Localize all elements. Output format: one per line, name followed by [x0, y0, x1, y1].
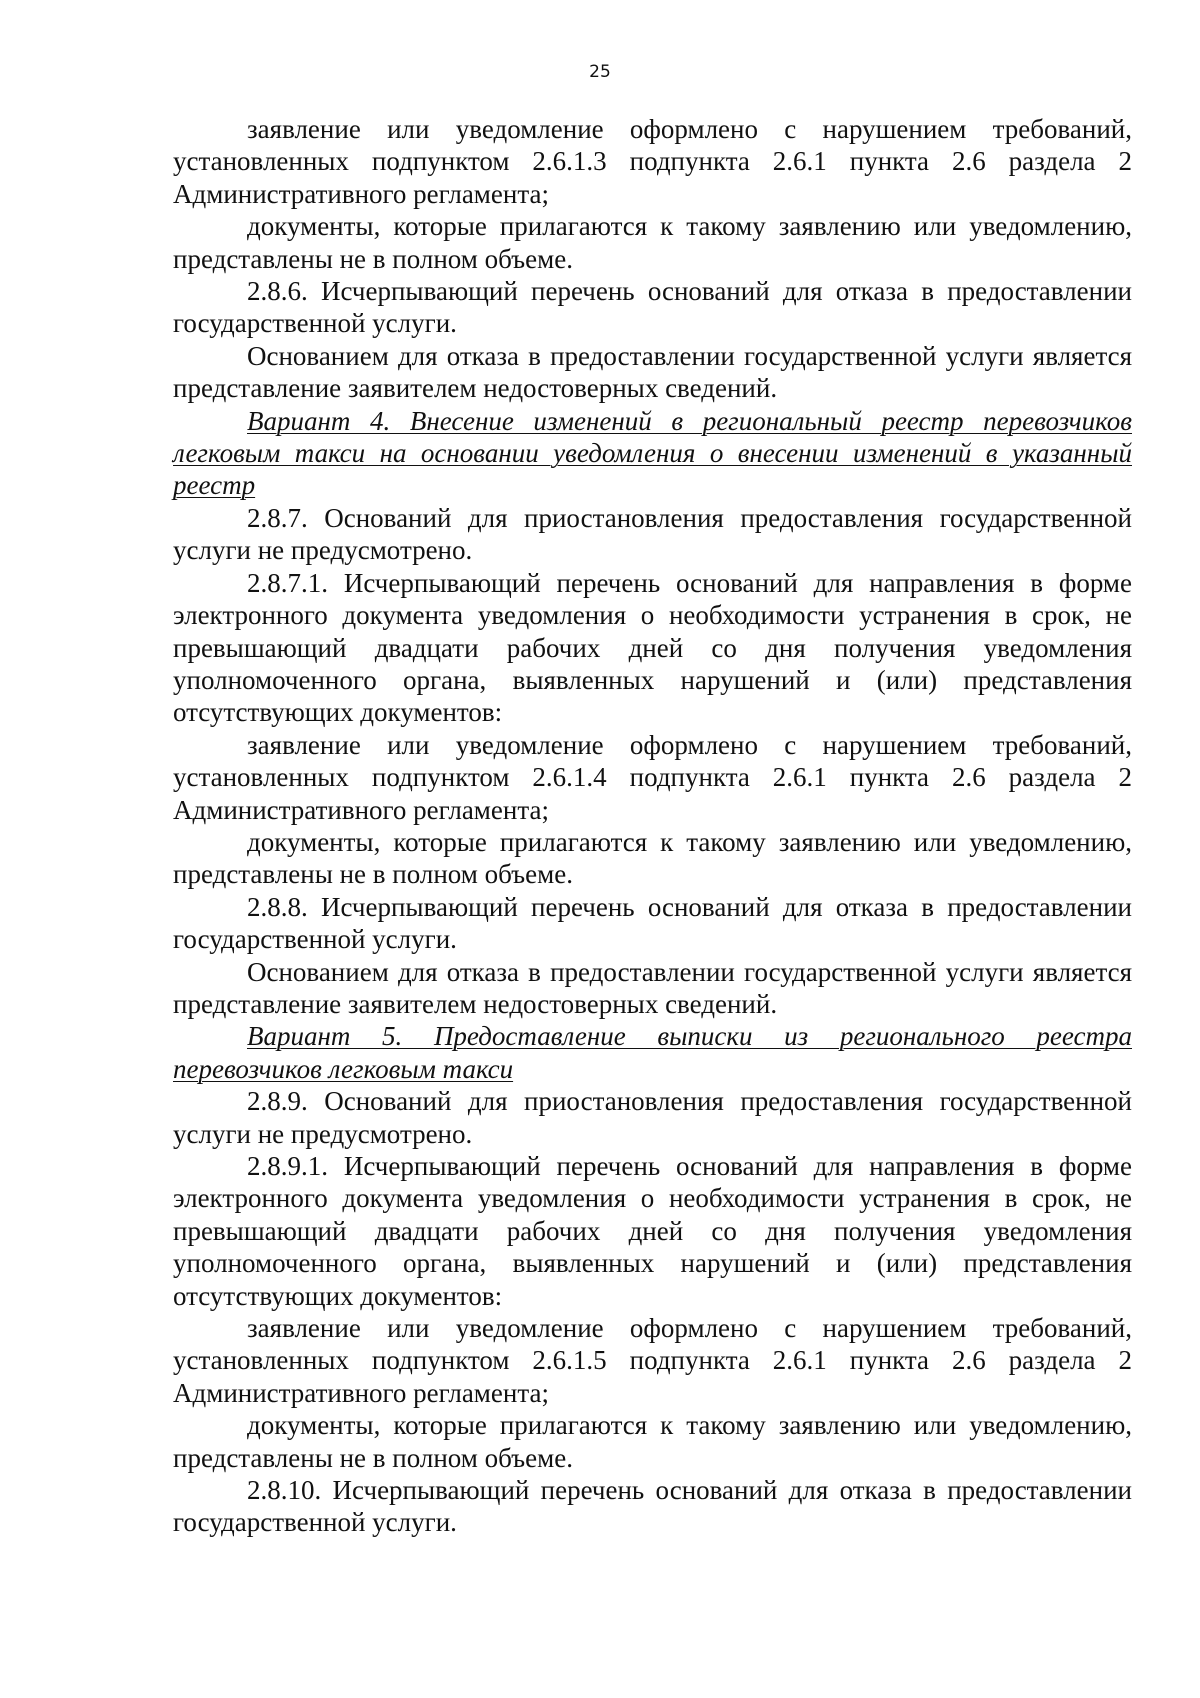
- paragraph-2-8-7-1: 2.8.7.1. Исчерпывающий перечень оснований для направления в форме электронного документа уведомления о необходимости устранения в срок, не превышающий двадцати рабочих дней со дня получения уведомления уполномоченного органа, выявленных нарушений и (или) представления отсутствующих документов:: [173, 567, 1132, 728]
- document-body: [173, 113, 1132, 1539]
- paragraph-2-8-9-1: 2.8.9.1. Исчерпывающий перечень оснований для направления в форме электронного документа уведомления о необходимости устранения в срок, не превышающий двадцати рабочих дней со дня получения уведомления уполномоченного органа, выявленных нарушений и (или) представления отсутствующих документов:: [173, 1151, 1132, 1311]
- paragraph-2-8-6: 2.8.6. Исчерпывающий перечень оснований для отказа в предоставлении государственной услуги.: [173, 276, 1132, 339]
- paragraph-2-8-9: 2.8.9. Оснований для приостановления предоставления государственной услуги не предусмотрено.: [173, 1086, 1132, 1149]
- paragraph-requirements-violation: заявление или уведомление оформлено с нарушением требований, установленных подпунктом 2.6.1.3 подпункта 2.6.1 пункта 2.6 раздела 2 Административного регламента;: [173, 114, 1132, 209]
- paragraph-incomplete-documents: документы, которые прилагаются к такому заявлению или уведомлению, представлены не в полном объеме.: [173, 211, 1132, 274]
- page-number: 25: [589, 62, 611, 82]
- paragraph-2-8-10: 2.8.10. Исчерпывающий перечень оснований для отказа в предоставлении государственной услуги.: [173, 1475, 1132, 1538]
- variant-5-heading: Вариант 5. Предоставление выписки из регионального реестра перевозчиков легковым такси: [173, 1021, 1132, 1084]
- paragraph-incomplete-documents: документы, которые прилагаются к такому заявлению или уведомлению, представлены не в полном объеме.: [173, 826, 1132, 890]
- paragraph-2-8-8: 2.8.8. Исчерпывающий перечень оснований для отказа в предоставлении государственной услуги.: [173, 891, 1132, 955]
- paragraph-refusal-grounds: Основанием для отказа в предоставлении государственной услуги является представление заявителем недостоверных сведений.: [173, 956, 1132, 1019]
- variant-4-heading: Вариант 4. Внесение изменений в региональный реестр перевозчиков легковым такси на основании уведомления о внесении изменений в указанный реестр: [173, 405, 1132, 501]
- paragraph-refusal-grounds: Основанием для отказа в предоставлении государственной услуги является представление заявителем недостоверных сведений.: [173, 340, 1132, 404]
- paragraph-requirements-violation: заявление или уведомление оформлено с нарушением требований, установленных подпунктом 2.6.1.4 подпункта 2.6.1 пункта 2.6 раздела 2 Административного регламента;: [173, 729, 1132, 825]
- paragraph-requirements-violation: заявление или уведомление оформлено с нарушением требований, установленных подпунктом 2.6.1.5 подпункта 2.6.1 пункта 2.6 раздела 2 Административного регламента;: [173, 1313, 1132, 1408]
- paragraph-incomplete-documents: документы, которые прилагаются к такому заявлению или уведомлению, представлены не в полном объеме.: [173, 1410, 1132, 1473]
- paragraph-2-8-7: 2.8.7. Оснований для приостановления предоставления государственной услуги не предусмотрено.: [173, 502, 1132, 566]
